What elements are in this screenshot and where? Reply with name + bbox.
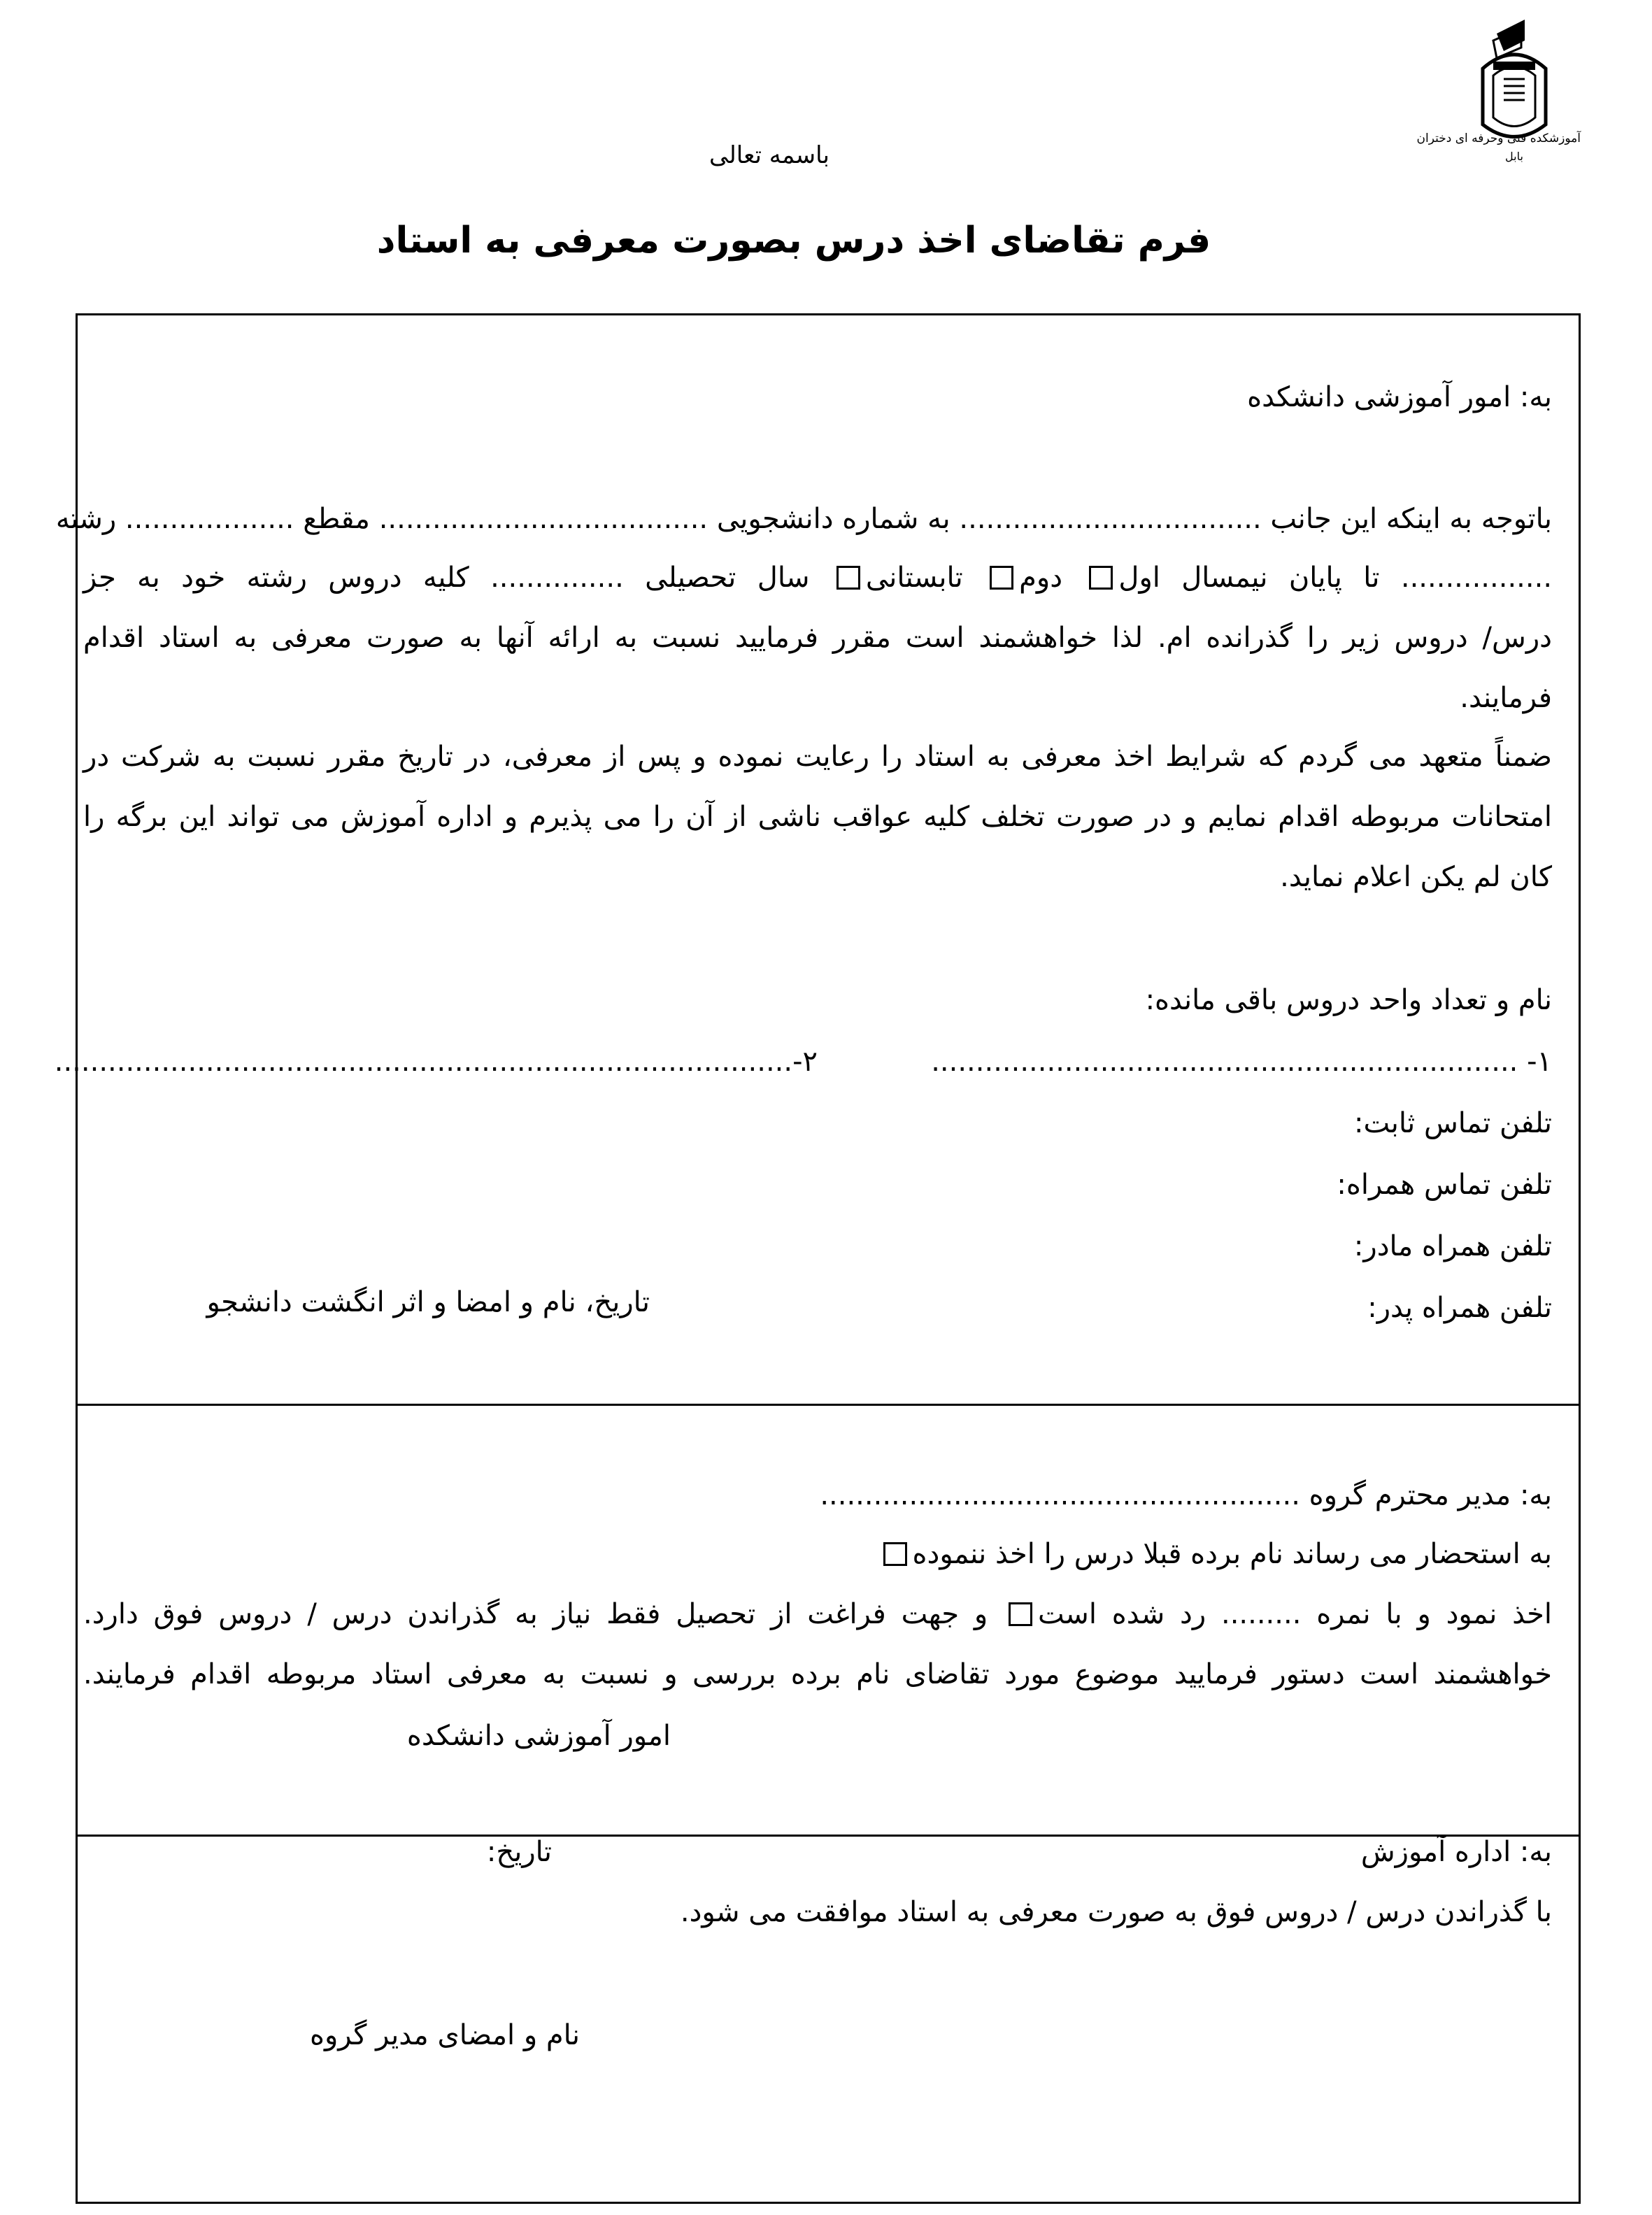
first-semester-checkbox[interactable]	[1089, 566, 1113, 590]
logo-caption: آموزشکده فنی وحرفه ای دختران	[1416, 131, 1581, 145]
course-1-field[interactable]: ۱- ..................................................................	[931, 1046, 1552, 1078]
course-2-field[interactable]: ۲-...................................................................................	[54, 1046, 818, 1078]
request-paragraph-line-3: درس/ دروس زیر را گذرانده ام. لذا خواهشمند است مقرر فرمایید نسبت به ارائه آنها به صورت معرفی به استاد اقدام	[83, 622, 1552, 654]
bismillah: باسمه تعالی	[709, 141, 829, 169]
addressee-education-affairs: به: امور آموزشی دانشکده	[1247, 381, 1552, 413]
date-label: تاریخ:	[486, 1836, 552, 1868]
commitment-line-3: کان لم یکن اعلام نماید.	[1280, 861, 1552, 893]
student-signature-label: تاریخ، نام و امضا و اثر انگشت دانشجو	[206, 1286, 650, 1318]
education-affairs-signer: امور آموزشی دانشکده	[406, 1720, 671, 1752]
graduation-need-text: و جهت فراغت از تحصیل فقط نیاز به گذراندن درس / دروس فوق دارد.	[83, 1598, 988, 1630]
request-paragraph-line-1: باتوجه به اینکه این جانب .................................. به شماره دانشجویی ..................................... مقطع ................... رشته	[55, 503, 1552, 535]
group-manager-section	[76, 1835, 1581, 2204]
failed-score-text: اخذ نمود و با نمره ......... رد شده است	[1038, 1598, 1552, 1630]
father-phone-label: تلفن همراه پدر:	[1367, 1292, 1552, 1324]
request-paragraph-line-4: فرمایند.	[1460, 682, 1552, 714]
second-semester-checkbox[interactable]	[990, 566, 1013, 590]
approval-text: با گذراندن درس / دروس فوق به صورت معرفی به استاد موافقت می شود.	[680, 1896, 1552, 1928]
summer-semester-checkbox[interactable]	[836, 566, 860, 590]
request-paragraph-line-2	[83, 558, 1552, 597]
summer-semester-label: تابستانی	[865, 562, 963, 594]
group-manager-signature-label: نام و امضای مدیر گروه	[310, 2019, 580, 2051]
mother-phone-label: تلفن همراه مادر:	[1353, 1230, 1552, 1262]
commitment-line-2: امتحانات مربوطه اقدام نمایم و در صورت تخلف کلیه عواقب ناشی از آن را می پذیرم و اداره آموزش می تواند این برگه را	[83, 801, 1552, 833]
addressee-group-manager: به: مدیر محترم گروه ......................................................	[820, 1479, 1552, 1511]
logo-city: بابل	[1505, 150, 1523, 163]
failed-course-line	[83, 1595, 1552, 1634]
not-taken-checkbox[interactable]	[883, 1542, 907, 1566]
page-title: فرم تقاضای اخذ درس بصورت معرفی به استاد	[376, 220, 1211, 262]
second-semester-label: دوم	[1019, 562, 1063, 594]
mobile-phone-label: تلفن تماس همراه:	[1337, 1169, 1552, 1201]
academic-year-text: سال تحصیلی ............... کلیه دروس رشته خود به جز	[83, 562, 810, 594]
not-taken-text: به استحضار می رساند نام برده قبلا درس را اخذ ننموده	[912, 1538, 1552, 1570]
commitment-line-1: ضمناً متعهد می گردم که شرایط اخذ معرفی به استاد را رعایت نموده و پس از معرفی، در تاریخ مقرر نسبت به شرکت در	[83, 741, 1552, 773]
semester-text: ................. تا پایان نیمسال اول	[1118, 562, 1553, 594]
landline-phone-label: تلفن تماس ثابت:	[1354, 1107, 1552, 1139]
failed-checkbox[interactable]	[1009, 1602, 1032, 1626]
addressee-education-office: به: اداره آموزش	[1360, 1836, 1552, 1868]
institution-logo	[1416, 20, 1581, 163]
not-taken-line	[878, 1534, 1552, 1574]
remaining-courses-label: نام و تعداد واحد دروس باقی مانده:	[1145, 984, 1552, 1016]
request-instruction-line: خواهشمند است دستور فرمایید موضوع مورد تقاضای نام برده بررسی و نسبت به معرفی استاد مربوطه اقدام فرمایند.	[83, 1658, 1552, 1690]
